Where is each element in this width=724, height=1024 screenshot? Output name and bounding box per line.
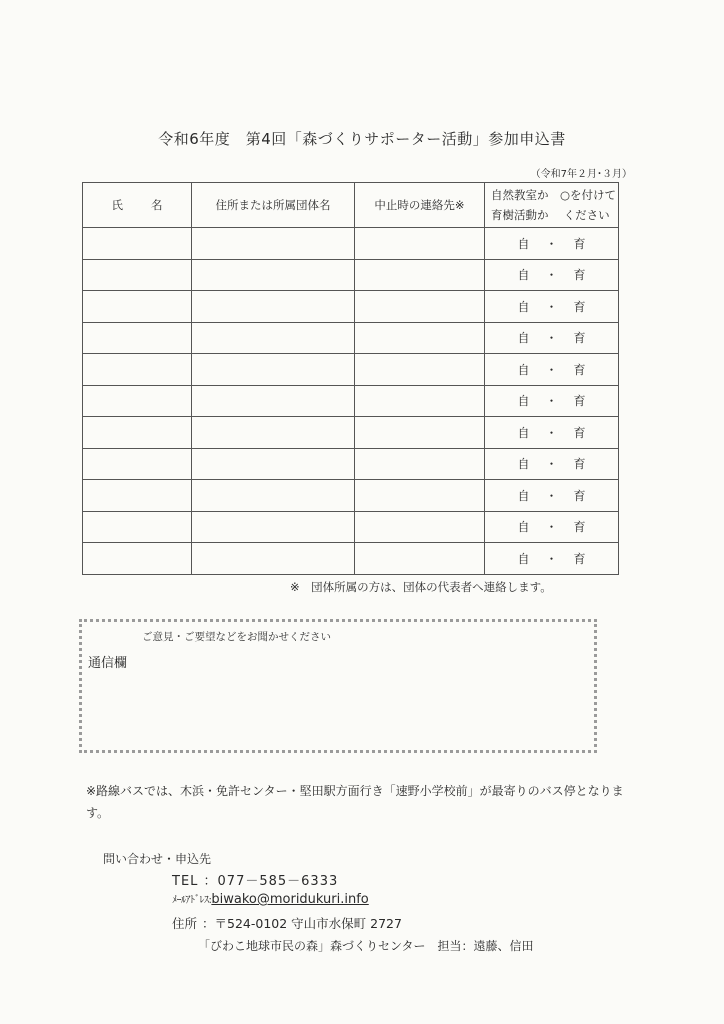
date-note: （令和7年２月･３月） bbox=[530, 169, 632, 180]
comment-hint: ご意見・ご要望などをお聞かせください bbox=[142, 631, 331, 643]
choice-growing[interactable]: 育 bbox=[573, 425, 586, 440]
choice-cell[interactable] bbox=[485, 228, 619, 260]
address-cell[interactable] bbox=[192, 480, 355, 512]
table-row bbox=[83, 291, 619, 323]
name-cell[interactable] bbox=[83, 259, 192, 291]
choice-cell[interactable] bbox=[485, 543, 619, 575]
address-cell[interactable] bbox=[192, 291, 355, 323]
choice-growing[interactable]: 育 bbox=[573, 268, 586, 283]
choice-growing[interactable]: 育 bbox=[573, 236, 586, 251]
name-cell[interactable] bbox=[83, 543, 192, 575]
bus-note: ※路線バスでは、木浜・免許センター・堅田駅方面行き「速野小学校前」が最寄りのバス停となります。 bbox=[86, 784, 624, 820]
contact-tel: TEL ：077－585－6333 bbox=[172, 874, 339, 889]
header-contact: 中止時の連絡先※ bbox=[355, 183, 485, 228]
header-name: 氏名 bbox=[83, 183, 192, 228]
choice-separator: ・ bbox=[545, 457, 558, 472]
choice-nature[interactable]: 自 bbox=[517, 362, 530, 377]
contact-cell[interactable] bbox=[355, 480, 485, 512]
name-cell[interactable] bbox=[83, 385, 192, 417]
form-title: 令和6年度 第4回「森づくりサポーター活動」参加申込書 bbox=[158, 130, 566, 148]
choice-cell[interactable] bbox=[485, 291, 619, 323]
name-cell[interactable] bbox=[83, 448, 192, 480]
choice-separator: ・ bbox=[545, 299, 558, 314]
contact-heading: 問い合わせ・申込先 bbox=[103, 852, 212, 866]
choice-growing[interactable]: 育 bbox=[573, 520, 586, 535]
address-cell[interactable] bbox=[192, 417, 355, 449]
choice-nature[interactable]: 自 bbox=[517, 457, 530, 472]
contact-center: 「びわこ地球市民の森」森づくりセンター 担当：遠藤、信田 bbox=[198, 939, 534, 953]
choice-separator: ・ bbox=[545, 551, 558, 566]
choice-separator: ・ bbox=[545, 520, 558, 535]
choice-growing[interactable]: 育 bbox=[573, 488, 586, 503]
name-cell[interactable] bbox=[83, 291, 192, 323]
comment-label: 通信欄 bbox=[88, 656, 128, 671]
contact-cell[interactable] bbox=[355, 291, 485, 323]
contact-cell[interactable] bbox=[355, 417, 485, 449]
choice-cell[interactable] bbox=[485, 322, 619, 354]
table-row bbox=[83, 228, 619, 260]
header-choice-line1-left: 自然教室か bbox=[491, 188, 549, 202]
choice-cell[interactable] bbox=[485, 354, 619, 386]
contact-cell[interactable] bbox=[355, 448, 485, 480]
name-cell[interactable] bbox=[83, 228, 192, 260]
choice-nature[interactable]: 自 bbox=[517, 551, 530, 566]
table-row bbox=[83, 259, 619, 291]
choice-growing[interactable]: 育 bbox=[573, 331, 586, 346]
name-cell[interactable] bbox=[83, 511, 192, 543]
choice-separator: ・ bbox=[545, 362, 558, 377]
mail-label: ﾒｰﾙｱﾄﾞﾚｽ: bbox=[172, 895, 212, 906]
address-cell[interactable] bbox=[192, 448, 355, 480]
table-row bbox=[83, 511, 619, 543]
choice-cell[interactable] bbox=[485, 448, 619, 480]
header-choice bbox=[485, 183, 619, 228]
address-cell[interactable] bbox=[192, 354, 355, 386]
address-cell[interactable] bbox=[192, 511, 355, 543]
mail-address[interactable]: biwako@moridukuri.info bbox=[211, 892, 369, 907]
contact-cell[interactable] bbox=[355, 385, 485, 417]
contact-cell[interactable] bbox=[355, 259, 485, 291]
choice-nature[interactable]: 自 bbox=[517, 236, 530, 251]
choice-growing[interactable]: 育 bbox=[573, 551, 586, 566]
choice-nature[interactable]: 自 bbox=[517, 488, 530, 503]
table-row bbox=[83, 480, 619, 512]
choice-nature[interactable]: 自 bbox=[517, 268, 530, 283]
comment-box[interactable] bbox=[79, 619, 597, 753]
header-address: 住所または所属団体名 bbox=[192, 183, 355, 228]
address-cell[interactable] bbox=[192, 228, 355, 260]
choice-growing[interactable]: 育 bbox=[573, 394, 586, 409]
header-choice-line2-right: ください bbox=[563, 208, 610, 222]
contact-mail bbox=[172, 891, 369, 907]
header-choice-line2-left: 育樹活動か bbox=[491, 208, 549, 222]
address-label: 住所 bbox=[172, 916, 198, 931]
contact-cell[interactable] bbox=[355, 354, 485, 386]
contact-address bbox=[172, 914, 402, 932]
choice-nature[interactable]: 自 bbox=[517, 425, 530, 440]
address-value: ：〒524-0102 守山市水保町 2727 bbox=[202, 916, 402, 931]
application-table bbox=[82, 182, 619, 575]
name-cell[interactable] bbox=[83, 417, 192, 449]
choice-growing[interactable]: 育 bbox=[573, 362, 586, 377]
choice-nature[interactable]: 自 bbox=[517, 394, 530, 409]
choice-separator: ・ bbox=[545, 236, 558, 251]
address-cell[interactable] bbox=[192, 259, 355, 291]
address-cell[interactable] bbox=[192, 543, 355, 575]
table-row bbox=[83, 385, 619, 417]
table-row bbox=[83, 448, 619, 480]
contact-cell[interactable] bbox=[355, 543, 485, 575]
choice-separator: ・ bbox=[545, 425, 558, 440]
contact-cell[interactable] bbox=[355, 511, 485, 543]
choice-nature[interactable]: 自 bbox=[517, 331, 530, 346]
table-header-row bbox=[83, 183, 619, 228]
choice-nature[interactable]: 自 bbox=[517, 299, 530, 314]
choice-nature[interactable]: 自 bbox=[517, 520, 530, 535]
choice-separator: ・ bbox=[545, 488, 558, 503]
group-footnote: ※ 団体所属の方は、団体の代表者へ連絡します。 bbox=[290, 580, 552, 594]
choice-separator: ・ bbox=[545, 268, 558, 283]
choice-separator: ・ bbox=[545, 394, 558, 409]
choice-cell[interactable] bbox=[485, 417, 619, 449]
table-row bbox=[83, 543, 619, 575]
choice-growing[interactable]: 育 bbox=[573, 457, 586, 472]
table-row bbox=[83, 354, 619, 386]
name-cell[interactable] bbox=[83, 322, 192, 354]
name-cell[interactable] bbox=[83, 480, 192, 512]
choice-cell[interactable] bbox=[485, 480, 619, 512]
contact-cell[interactable] bbox=[355, 228, 485, 260]
choice-separator: ・ bbox=[545, 331, 558, 346]
table-row bbox=[83, 417, 619, 449]
contact-cell[interactable] bbox=[355, 322, 485, 354]
table-row bbox=[83, 322, 619, 354]
address-cell[interactable] bbox=[192, 385, 355, 417]
name-cell[interactable] bbox=[83, 354, 192, 386]
address-cell[interactable] bbox=[192, 322, 355, 354]
choice-growing[interactable]: 育 bbox=[573, 299, 586, 314]
choice-cell[interactable] bbox=[485, 259, 619, 291]
choice-cell[interactable] bbox=[485, 511, 619, 543]
choice-cell[interactable] bbox=[485, 385, 619, 417]
header-choice-line1-right: ○を付けて bbox=[560, 188, 617, 202]
